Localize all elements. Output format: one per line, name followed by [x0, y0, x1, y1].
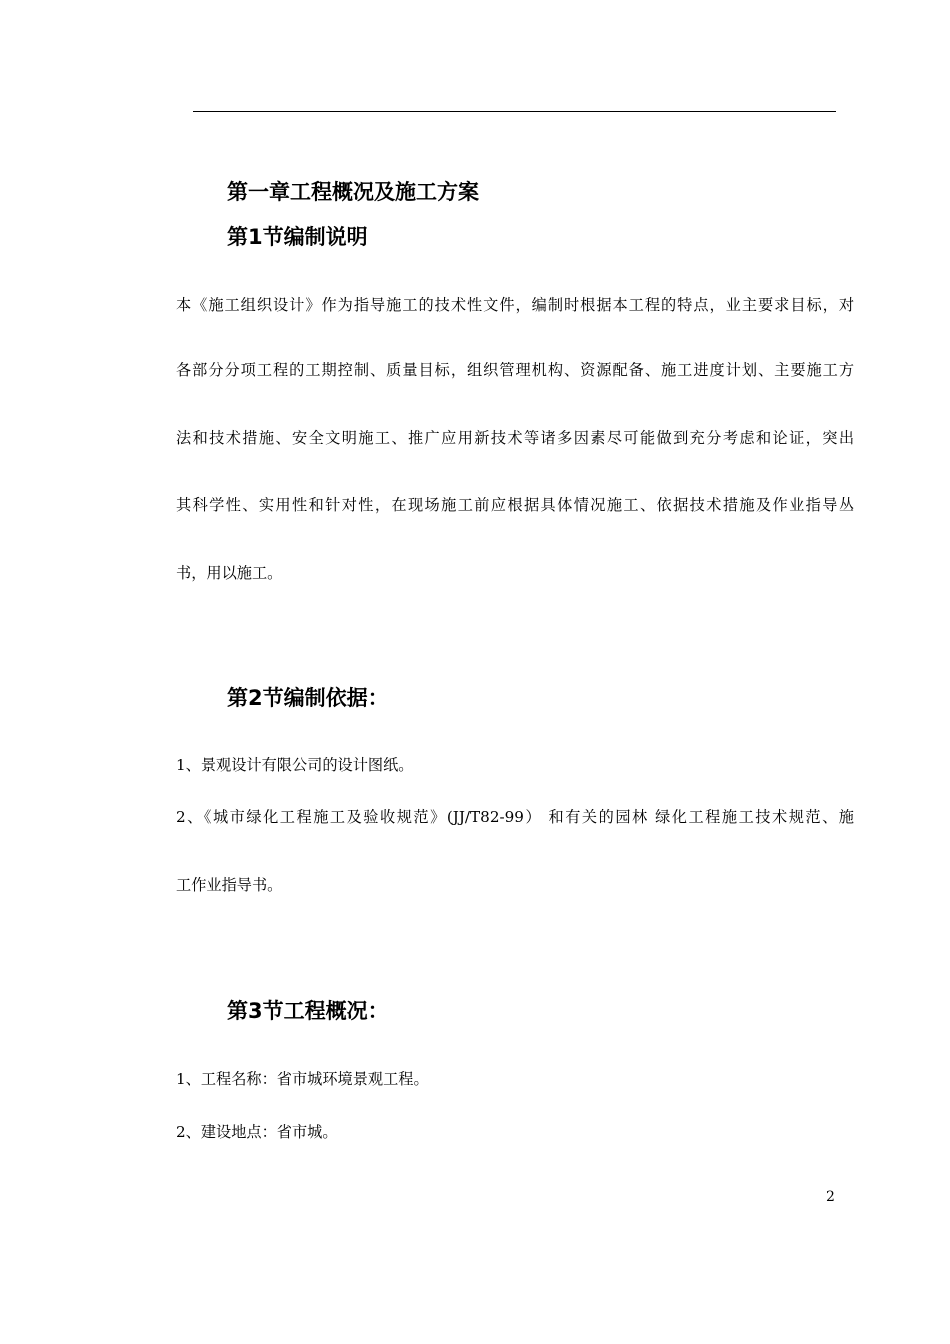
section-2-item: 1、景观设计有限公司的设计图纸。 — [176, 756, 414, 774]
section-3-title: 第3节工程概况： — [227, 999, 389, 1023]
section-3-item: 2、建设地点：省市城。 — [176, 1123, 338, 1141]
section-2-title: 第2节编制依据： — [227, 686, 389, 710]
section-2-item: 2、《城市绿化工程施工及验收规范》(JJ/T82-99） 和有关的园林 绿化工程施工技术规范、施 — [176, 808, 854, 826]
section-1-paragraph-line: 法和技术措施、安全文明施工、推广应用新技术等诸多因素尽可能做到充分考虑和论证，突出 — [176, 429, 854, 447]
section-1-paragraph-line: 各部分分项工程的工期控制、质量目标，组织管理机构、资源配备、施工进度计划、主要施工方 — [176, 361, 854, 379]
chapter-title: 第一章工程概况及施工方案 — [227, 180, 479, 204]
section-1-paragraph-line: 其科学性、实用性和针对性，在现场施工前应根据具体情况施工、依据技术措施及作业指导丛 — [176, 496, 854, 514]
section-1-paragraph-line: 书，用以施工。 — [176, 564, 283, 582]
page-number: 2 — [826, 1189, 835, 1205]
section-1-paragraph-line: 本《施工组织设计》作为指导施工的技术性文件，编制时根据本工程的特点，业主要求目标，对 — [176, 296, 854, 314]
header-rule — [193, 111, 836, 112]
section-3-item: 1、工程名称：省市城环境景观工程。 — [176, 1070, 429, 1088]
section-1-title: 第1节编制说明 — [227, 225, 368, 249]
section-2-item: 工作业指导书。 — [176, 876, 283, 894]
